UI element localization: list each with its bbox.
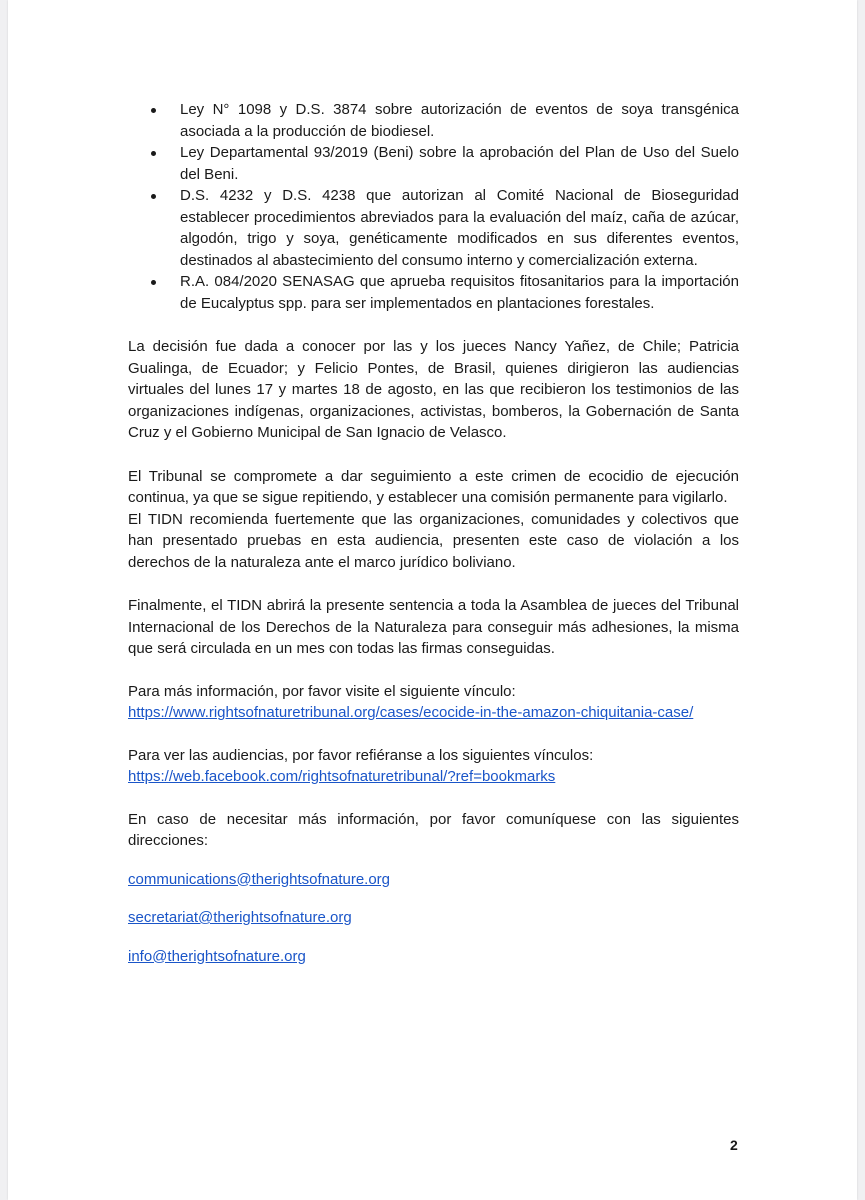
document-page xyxy=(8,0,857,1200)
list-item-text: D.S. 4232 y D.S. 4238 que autorizan al Comité Nacional de Bioseguridad establecer procedimientos abreviados para la evaluación del maíz, caña de azúcar, algodón, trigo y soya, genéticamente modificados en sus diferentes eventos, destinados al abastecimiento del consumo interno y comercialización externa. xyxy=(180,187,739,269)
bullet-icon xyxy=(151,108,156,113)
more-info-label: Para más información, por favor visite el siguiente vínculo: xyxy=(128,682,516,700)
facebook-link[interactable]: https://web.facebook.com/rightsofnaturetribunal/?ref=bookmarks xyxy=(128,768,556,785)
page-number: 2 xyxy=(730,1137,738,1153)
list-item-text: Ley Departamental 93/2019 (Beni) sobre la aprobación del Plan de Uso del Suelo del Beni. xyxy=(180,144,739,183)
communications-email-link[interactable]: communications@therightsofnature.org xyxy=(128,870,391,888)
closing-paragraph: Finalmente, el TIDN abrirá la presente sentencia a toda la Asamblea de jueces del Tribunal Internacional de los Derechos de la Naturaleza para conseguir más adhesiones, la misma que será circulada en un mes con todas las firmas conseguidas. xyxy=(128,597,739,657)
info-email-link[interactable]: info@therightsofnature.org xyxy=(128,947,306,965)
regulation-list xyxy=(128,99,739,314)
hearings-label: Para ver las audiencias, por favor refiéranse a los siguientes vínculos: xyxy=(128,746,594,764)
secretariat-email-link[interactable]: secretariat@therightsofnature.org xyxy=(128,909,352,926)
bullet-icon xyxy=(151,151,156,156)
contact-paragraph: En caso de necesitar más información, por favor comuníquese con las siguientes direcciones: xyxy=(128,810,739,849)
list-item-text: R.A. 084/2020 SENASAG que aprueba requisitos fitosanitarios para la importación de Eucalyptus spp. para ser implementados en plantaciones forestales. xyxy=(180,273,739,312)
tribunal-case-link[interactable]: https://www.rightsofnaturetribunal.org/cases/ecocide-in-the-amazon-chiquitania-case/ xyxy=(128,704,694,721)
tidn-recommendation-paragraph: El TIDN recomienda fuertemente que las organizaciones, comunidades y colectivos que han presentado pruebas en esta audiencia, presenten este caso de violación a los derechos de la naturaleza ante el marco jurídico boliviano. xyxy=(128,510,739,571)
list-item xyxy=(128,185,739,271)
page-content xyxy=(128,99,739,967)
decision-paragraph: La decisión fue dada a conocer por las y los jueces Nancy Yañez, de Chile; Patricia Gualinga, de Ecuador; y Felicio Pontes, de Brasil, quienes dirigieron las audiencias virtuales del lunes 17 y martes 18 de agosto, en las que recibieron los testimonios de las organizaciones indígenas, organizaciones, activistas, bomberos, la Gobernación de Santa Cruz y el Gobierno Municipal de San Ignacio de Velasco. xyxy=(128,338,739,441)
bullet-icon xyxy=(151,280,156,285)
tribunal-paragraph: El Tribunal se compromete a dar seguimiento a este crimen de ecocidio de ejecución continua, ya que se sigue repitiendo, y establecer una comisión permanente para vigilarlo. xyxy=(128,467,739,506)
list-item xyxy=(128,99,739,142)
bullet-icon xyxy=(151,194,156,199)
list-item-text: Ley N° 1098 y D.S. 3874 sobre autorización de eventos de soya transgénica asociada a la producción de biodiesel. xyxy=(180,101,739,140)
list-item xyxy=(128,271,739,314)
list-item xyxy=(128,142,739,185)
